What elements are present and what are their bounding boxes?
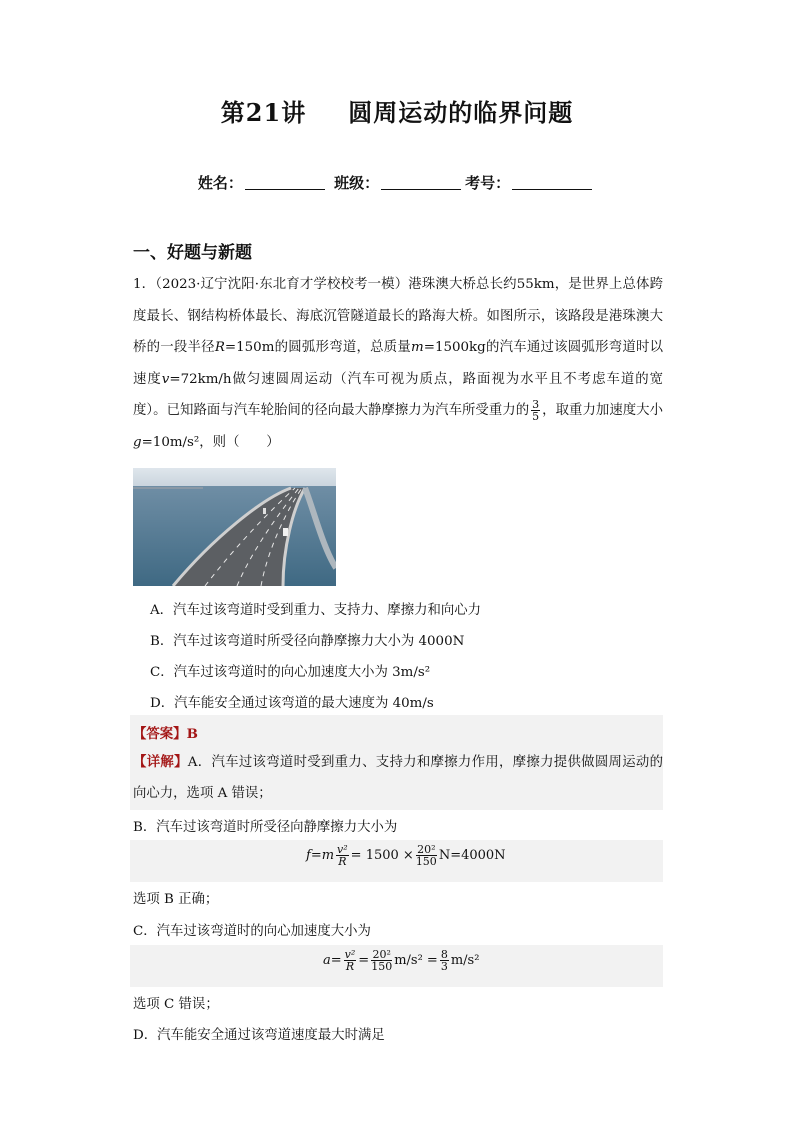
lecture-topic: 圆周运动的临界问题 (348, 98, 574, 127)
detail-c-conclusion: 选项 C 错误； (133, 997, 219, 1012)
option-d[interactable]: D．汽车能安全通过该弯道的最大速度为 40m/s (150, 696, 434, 711)
answer-tag: 【答案】 (133, 726, 187, 742)
option-b[interactable]: B．汽车过该弯道时所受径向静摩擦力大小为 4000N (150, 634, 465, 649)
detail-b-conclusion: 选项 B 正确； (133, 892, 219, 907)
answer-line (133, 723, 198, 742)
detail-tag: 【详解】 (133, 754, 188, 770)
bridge-photo (133, 468, 336, 586)
detail-d-line: D．汽车能安全通过该弯道速度最大时满足 (133, 1028, 385, 1043)
lecture-number: 第21讲 (220, 98, 307, 127)
option-a[interactable]: A．汽车过该弯道时受到重力、支持力、摩擦力和向心力 (150, 603, 482, 618)
page-title (0, 93, 794, 128)
exam-blank[interactable] (512, 189, 592, 190)
student-info-row (0, 172, 794, 193)
formula-b: f = m $\frac{\text{v²}}{R}$ = 1500 × $\frac{\text{20²}}{150}$ N=4000N (130, 840, 663, 882)
detail-b-line: B．汽车过该弯道时所受径向静摩擦力大小为 (133, 820, 398, 835)
question-stem: 1．（2023·辽宁沈阳·东北育才学校校考一模）港珠澳大桥总长约55km，是世界上总体跨度最长、钢结构桥体最长、海底沉管隧道最长的路海大桥。如图所示，该路段是港珠澳大桥的一段半径R=150m的圆弧形弯道，总质量m=1500kg的汽车通过该圆弧形弯道时以速度v=72km/h做匀速圆周运动（汽车可视为质点，路面视为水平且不考虑车道的宽度）。已知路面与汽车轮胎间的径向最大静摩擦力为汽车所受重力的 $\frac{3}{5}$ ，取重力加速度大小g=10m/s²，则（ ） (133, 277, 664, 450)
detail-a: 【详解】A．汽车过该弯道时受到重力、支持力和摩擦力作用，摩擦力提供做圆周运动的向心力，选项 A 错误； (133, 754, 664, 801)
fraction-three-fifths: $\frac{3}{5}$ (532, 398, 540, 423)
formula-c: a = $\frac{\text{v²}}{R}$ = $\frac{\text{20²}}{150}$ m/s² = $\frac{8}{3}$ m/s² (130, 945, 663, 987)
class-label: 班级： (334, 174, 380, 192)
answer-value: B (186, 726, 198, 742)
exam-label: 考号： (465, 174, 511, 192)
class-blank[interactable] (381, 189, 461, 190)
section-heading: 一、好题与新题 (133, 243, 252, 263)
name-label: 姓名： (197, 174, 243, 192)
detail-c-line: C．汽车过该弯道时的向心加速度大小为 (133, 924, 371, 939)
option-c[interactable]: C．汽车过该弯道时的向心加速度大小为 3m/s² (150, 665, 431, 680)
question-number: 1． (133, 277, 156, 292)
question-source: （2023·辽宁沈阳·东北育才学校校考一模） (155, 277, 409, 292)
name-blank[interactable] (245, 189, 325, 190)
